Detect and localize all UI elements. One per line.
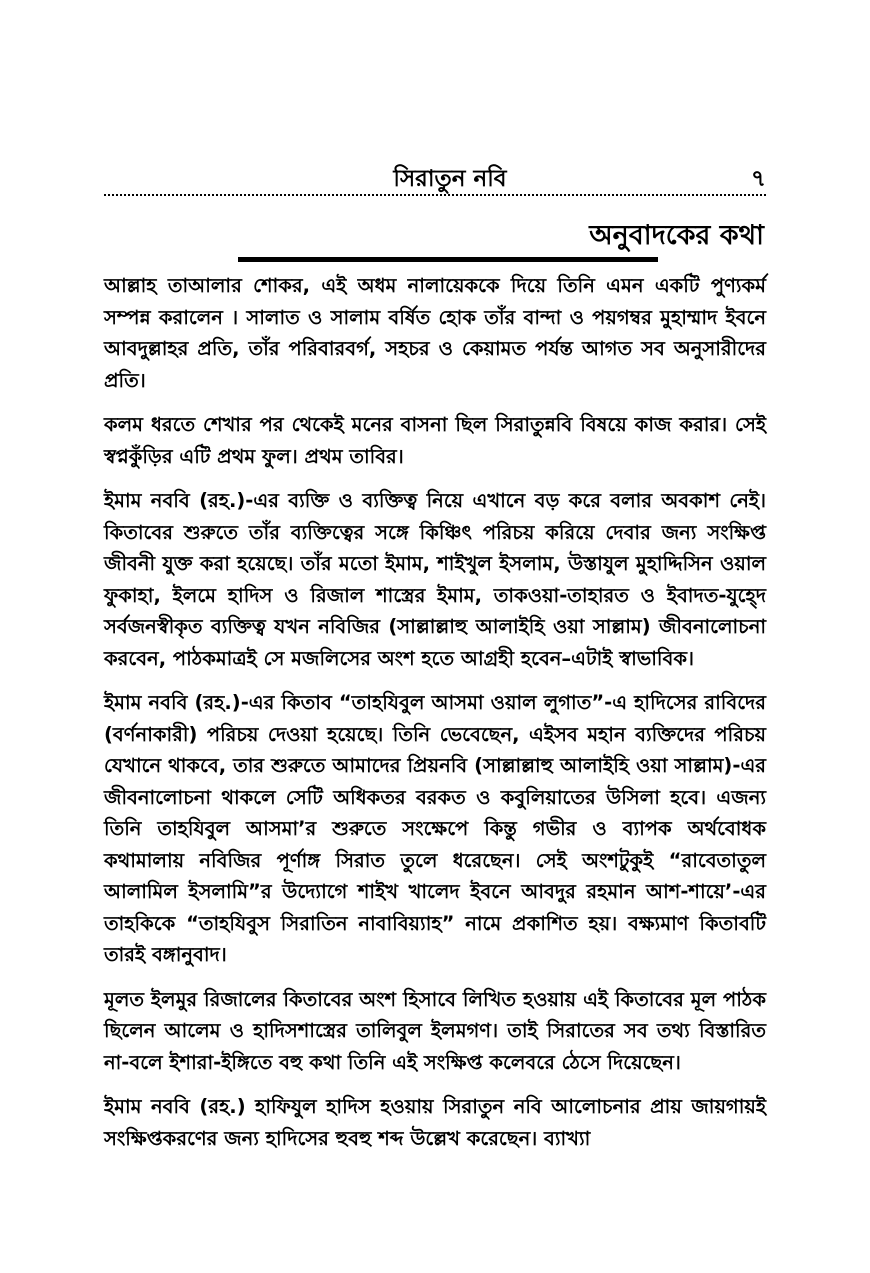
- body-text: [104, 270, 766, 1167]
- heading-underline: [238, 257, 658, 262]
- paragraph-3: ইমাম নববি (রহ.)-এর ব্যক্তি ও ব্যক্তিত্ব নিয়ে এখানে বড় করে বলার অবকাশ নেই। কিতাবের শুরুতে তাঁর ব্যক্তিত্বের সঙ্গে কিঞ্চিৎ পরিচয় করিয়ে দেবার জন্য সংক্ষিপ্ত জীবনী যুক্ত করা হয়েছে। তাঁর মতো ইমাম, শাইখুল ইসলাম, উস্তাযুল মুহাদ্দিসিন ওয়াল ফুকাহা, ইলমে হাদিস ও রিজাল শাস্ত্রের ইমাম, তাকওয়া-তাহারত ও ইবাদত-যুহ্দে সর্বজনস্বীকৃত ব্যক্তিত্ব যখন নবিজির (সাল্লাল্লাহু আলাইহি ওয়া সাল্লাম) জীবনালোচনা করবেন, পাঠকমাত্রই সে মজলিসের অংশ হতে আগ্রহী হবেন–এটাই স্বাভাবিক।: [104, 489, 766, 670]
- section-heading: অনুবাদকের কথা: [589, 220, 764, 251]
- paragraph-1: আল্লাহ তাআলার শোকর, এই অধম নালায়েককে দিয়ে তিনি এমন একটি পুণ্যকর্ম সম্পন্ন করালেন । সালাত ও সালাম বর্ষিত হোক তাঁর বান্দা ও পয়গম্বর মুহাম্মাদ ইবনে আবদুল্লাহর প্রতি, তাঁর পরিবারবর্গ, সহচর ও কেয়ামত পর্যন্ত আগত সব অনুসারীদের প্রতি।: [104, 274, 766, 392]
- paragraph-4: ইমাম নববি (রহ.)-এর কিতাব “তাহযিবুল আসমা ওয়াল লুগাত”-এ হাদিসের রাবিদের (বর্ণনাকারী) পরিচয় দেওয়া হয়েছে। তিনি ভেবেছেন, এইসব মহান ব্যক্তিদের পরিচয় যেখানে থাকবে, তার শুরুতে আমাদের প্রিয়নবি (সাল্লাল্লাহু আলাইহি ওয়া সাল্লাম)-এর জীবনালোচনা থাকলে সেটি অধিকতর বরকত ও কবুলিয়াতের উসিলা হবে। এজন্য তিনি তাহযিবুল আসমা’র শুরুতে সংক্ষেপে কিন্তু গভীর ও ব্যাপক অর্থবোধক কথামালায় নবিজির পূর্ণাঙ্গ সিরাত তুলে ধরেছেন। সেই অংশটুকুই “রাবেতাতুল আলামিল ইসলামি”র উদ্যোগে শাইখ খালেদ ইবনে আবদুর রহমান আশ-শায়ে’-এর তাহকিকে “তাহযিবুস সিরাতিন নাবাবিয়্যাহ” নামে প্রকাশিত হয়। বক্ষ্যমাণ কিতাবটি তারই বঙ্গানুবাদ।: [104, 691, 766, 966]
- paragraph-2: কলম ধরতে শেখার পর থেকেই মনের বাসনা ছিল সিরাতুন্নবি বিষয়ে কাজ করার। সেই স্বপ্নকুঁড়ির এটি প্রথম ফুল। প্রথম তাবির।: [104, 413, 766, 468]
- header-dotted-divider: [104, 194, 766, 196]
- paragraph-5: মূলত ইলমুর রিজালের কিতাবের অংশ হিসাবে লিখিত হওয়ায় এই কিতাবের মূল পাঠক ছিলেন আলেম ও হাদিসশাস্ত্রের তালিবুল ইলমগণ। তাই সিরাতের সব তথ্য বিস্তারিত না-বলে ইশারা-ইঙ্গিতে বহু কথা তিনি এই সংক্ষিপ্ত কলেবরে ঠেসে দিয়েছেন।: [104, 987, 766, 1074]
- paragraph-6: ইমাম নববি (রহ.) হাফিযুল হাদিস হওয়ায় সিরাতুন নবি আলোচনার প্রায় জায়গায়ই সংক্ষিপ্তকরণের জন্য হাদিসের হুবহু শব্দ উল্লেখ করেছেন। ব্যাখ্যা: [104, 1095, 766, 1150]
- running-header: [104, 158, 766, 190]
- page-number: ৭: [751, 166, 766, 192]
- running-title: সিরাতুন নবি: [393, 166, 507, 192]
